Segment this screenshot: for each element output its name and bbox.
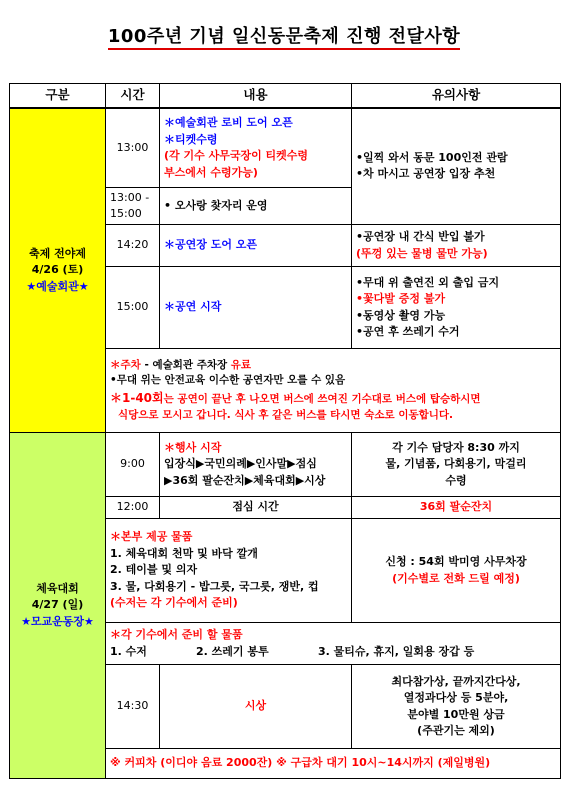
class-item-1: 1. 수저 (110, 644, 147, 658)
award-3: 분야별 10만원 상금 (407, 707, 505, 721)
day1-r2-time: 13:00 - 15:00 (106, 188, 160, 225)
day1-r2-content: • 오사랑 찾자리 운영 (160, 188, 352, 225)
day2-footnote: ※ 커피차 (이디야 음료 2000잔) ※ 구급차 대기 10시~14시까지 (제일병원) (106, 749, 561, 779)
day1-r3-notes (352, 225, 561, 267)
ticket-note-1: (각 기수 사무국장이 티켓수령 (164, 149, 309, 162)
hq-item-note: (수저는 각 기수에서 준비) (110, 596, 238, 610)
header-notes: 유의사항 (352, 84, 561, 108)
note-water: (뚜껑 있는 물병 물만 가능) (356, 246, 488, 260)
note-video: •동영상 촬영 가능 (356, 308, 446, 322)
note-tea: •차 마시고 공연장 입장 추천 (356, 167, 496, 181)
day1-r4-notes (352, 267, 561, 349)
hq-item-2: 2. 테이블 및 의자 (110, 563, 198, 577)
bus-note: ＊1-40회는 공연이 끝난 후 나오면 버스에 쓰여진 기수대로 버스에 탑승하시면 (110, 391, 481, 406)
note-snack: •공연장 내 간식 반입 불가 (356, 230, 485, 244)
class-item-2: 2. 쓰레기 봉투 (196, 644, 269, 658)
hq-items-title: ＊본부 제공 물품 (110, 530, 193, 544)
header-category: 구분 (10, 84, 106, 108)
header-time: 시간 (106, 84, 160, 108)
day2-r2-time: 12:00 (106, 497, 160, 519)
parking-note: ＊주차 - 예술회관 주차장 유료 (110, 358, 252, 371)
day1-place: ★예술회관★ (26, 279, 89, 293)
page-title: 100주년 기념 일신동문축제 진행 전달사항 (0, 22, 568, 48)
apply-contact: 신청 : 54회 박미영 사무차장 (385, 555, 527, 569)
header-content: 내용 (160, 84, 352, 108)
schedule-table (9, 83, 561, 779)
day1-date: 4/26 (토) (31, 263, 84, 277)
day2-r2-content: 점심 시간 (160, 497, 352, 519)
day1-r4-time: 15:00 (106, 267, 160, 349)
day1-r3-time: 14:20 (106, 225, 160, 267)
note-pickup-2: 물, 기념품, 다회용기, 막걸리 (385, 457, 527, 471)
header-row (10, 84, 561, 108)
hq-item-1: 1. 체육대회 천막 및 바닥 깔개 (110, 546, 258, 560)
class-items (110, 644, 556, 661)
ticket-text: ＊티켓수령 (164, 132, 218, 146)
ticket-note-2: 부스에서 수령가능) (164, 165, 258, 179)
bus-note-2: 식당으로 모시고 갑니다. 식사 후 같은 버스를 타시면 숙소로 이동합니다. (118, 408, 454, 421)
award-4: (주관기는 제외) (417, 724, 495, 738)
day2-r5-content: 시상 (160, 665, 352, 749)
stage-safety-note: •무대 위는 안전교육 이수한 공연자만 오를 수 있음 (110, 374, 346, 387)
day1-section (10, 108, 106, 433)
apply-note: (기수별로 전화 드릴 예정) (392, 571, 520, 585)
hq-item-3: 3. 물, 다회용기 - 밥그릇, 국그릇, 쟁반, 컵 (110, 579, 319, 593)
program-line-1: 입장식▶국민의례▶인사말▶점심 (164, 457, 317, 471)
day2-date: 4/27 (일) (31, 598, 84, 612)
day1-r3-content: ＊공연장 도어 오픈 (160, 225, 352, 267)
day2-r3-content (106, 519, 352, 623)
note-pickup-3: 수령 (445, 473, 467, 487)
note-trash: •공연 후 쓰레기 수거 (356, 325, 460, 339)
class-items-title: ＊각 기수에서 준비 할 물품 (110, 628, 243, 642)
day2-r1-notes (352, 433, 561, 497)
class-item-3: 3. 물티슈, 휴지, 일회용 장갑 등 (318, 644, 475, 658)
day1-r1-notes (352, 108, 561, 225)
day2-r2-note: 36회 팔순잔치 (352, 497, 561, 519)
day2-place: ★모교운동장★ (21, 614, 94, 628)
day2-r1-content (160, 433, 352, 497)
day2-r5-notes (352, 665, 561, 749)
day2-section (10, 433, 106, 779)
note-exhibit: •일찍 와서 동문 100인전 관람 (356, 150, 508, 164)
day2-r3-notes (352, 519, 561, 623)
note-flowers: •꽃다발 증정 불가 (356, 292, 446, 306)
day1-name: 축제 전야제 (29, 246, 86, 260)
day2-name: 체육대회 (36, 581, 79, 595)
day1-r4-content: ＊공연 시작 (160, 267, 352, 349)
day1-footnotes (106, 349, 561, 433)
day2-r4-content (106, 623, 561, 665)
award-1: 최다참가상, 끝까지간다상, (391, 674, 521, 688)
day1-r1-content (160, 108, 352, 188)
note-stage: •무대 위 출연진 외 출입 금지 (356, 275, 500, 289)
day2-r5-time: 14:30 (106, 665, 160, 749)
lobby-open-text: ＊예술회관 로비 도어 오픈 (164, 116, 293, 129)
note-pickup-1: 각 기수 담당자 8:30 까지 (392, 440, 520, 454)
event-start-text: ＊행사 시작 (164, 440, 222, 454)
award-2: 열정과다상 등 5분야, (403, 691, 509, 705)
day2-r1-time: 9:00 (106, 433, 160, 497)
program-line-2: ▶36회 팔순잔치▶체육대회▶시상 (164, 473, 326, 487)
day1-r1-time: 13:00 (106, 108, 160, 188)
